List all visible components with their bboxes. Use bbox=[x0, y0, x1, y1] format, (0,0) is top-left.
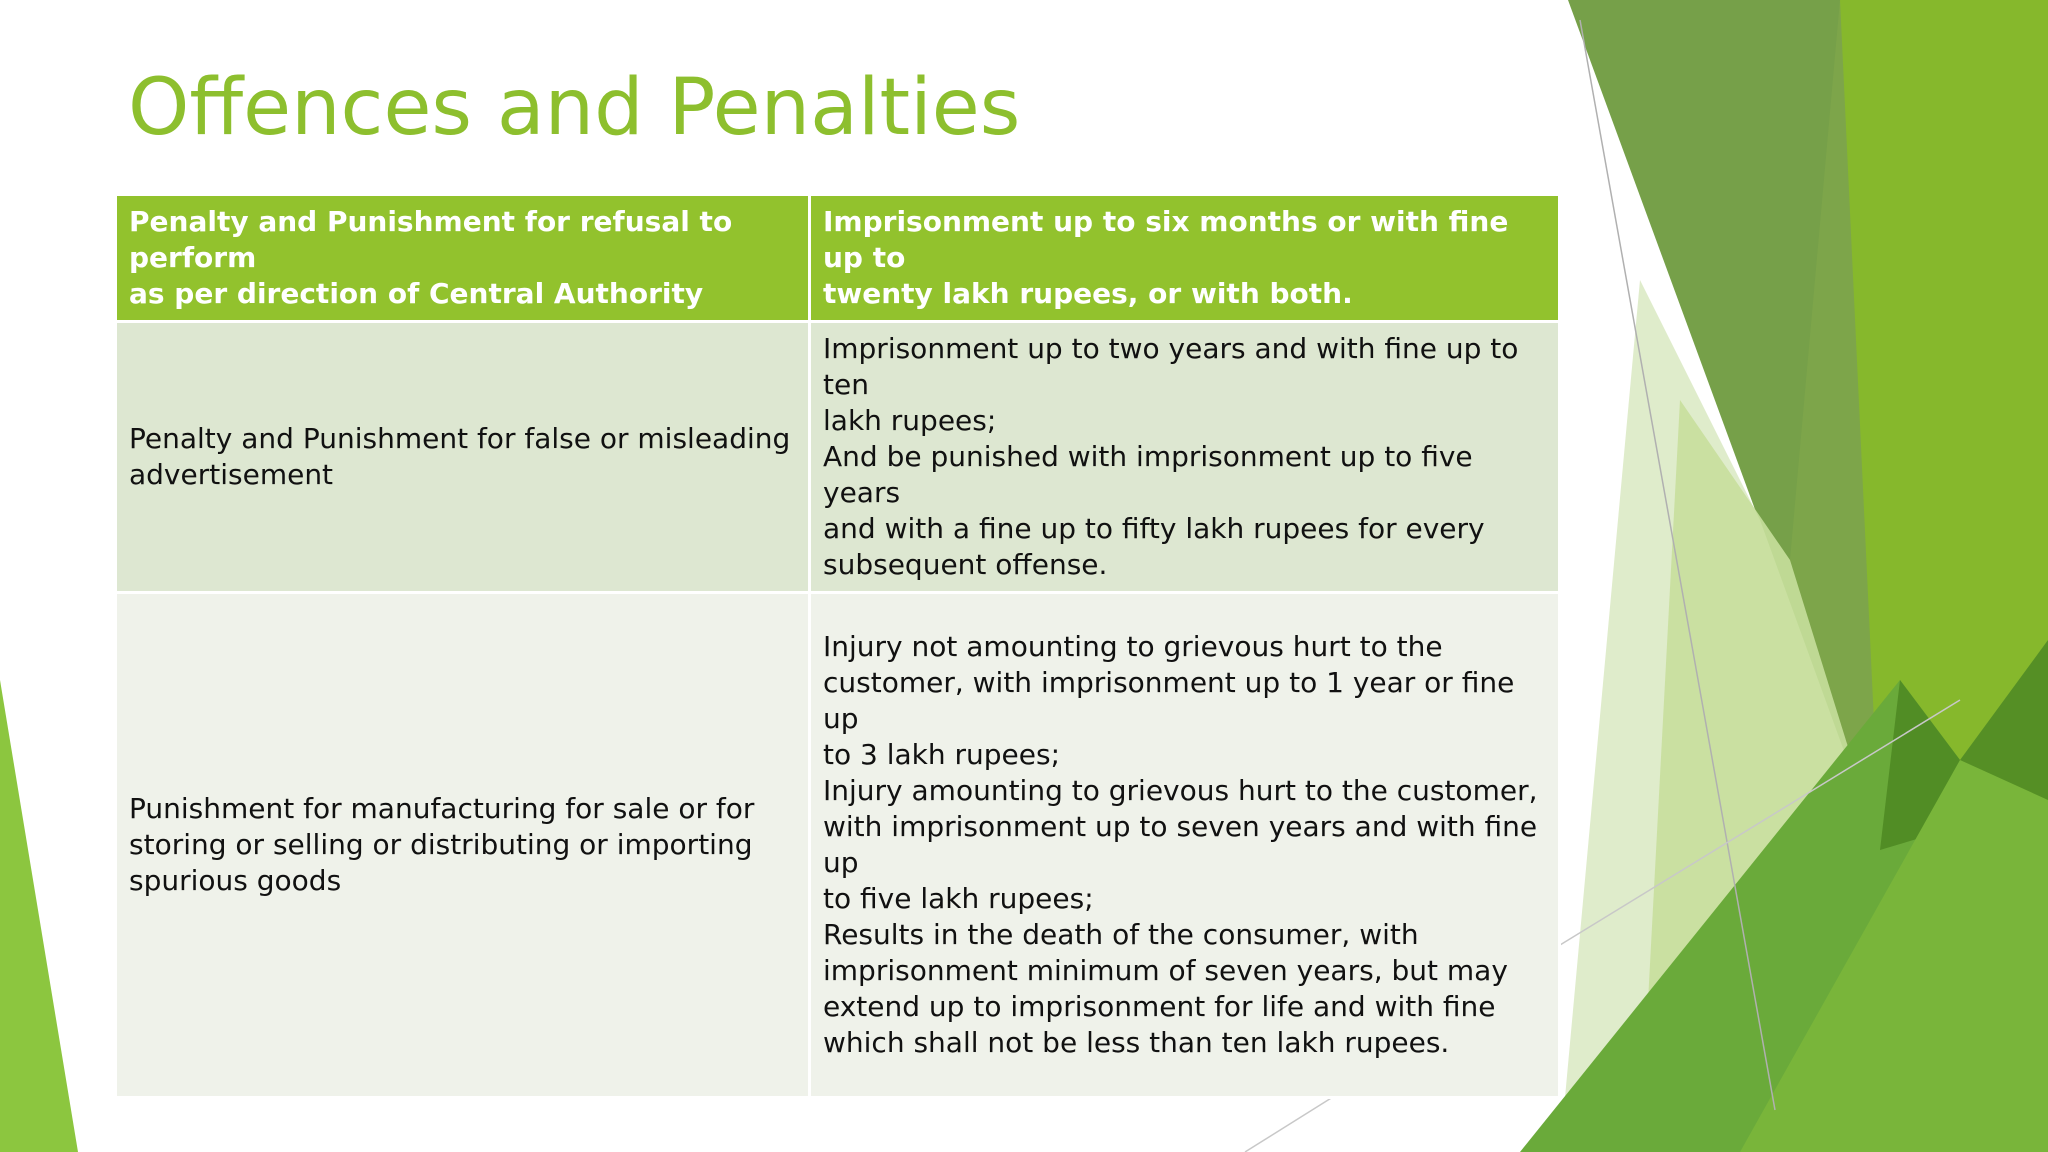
penalty-cell bbox=[810, 322, 1560, 593]
cell-line: to five lakh rupees; bbox=[823, 882, 1094, 915]
table-header-row bbox=[116, 195, 1560, 322]
cell-line: advertisement bbox=[129, 458, 334, 491]
slide-title: Offences and Penalties bbox=[128, 63, 1021, 153]
header-penalty-cell bbox=[810, 195, 1560, 322]
cell-line: spurious goods bbox=[129, 864, 342, 897]
left-green-sliver bbox=[0, 680, 78, 1152]
penalty-cell bbox=[810, 593, 1560, 1098]
cell-line: customer, with imprisonment up to 1 year or fine up bbox=[823, 666, 1515, 735]
penalties-table bbox=[114, 193, 1561, 1099]
header-offence-cell bbox=[116, 195, 810, 322]
cell-line: with imprisonment up to seven years and with fine up bbox=[823, 810, 1538, 879]
cell-line: subsequent offense. bbox=[823, 548, 1108, 581]
cell-line: imprisonment minimum of seven years, but may bbox=[823, 954, 1508, 987]
cell-line: twenty lakh rupees, or with both. bbox=[823, 277, 1353, 310]
cell-line: and with a fine up to fifty lakh rupees for every bbox=[823, 512, 1485, 545]
table-row bbox=[116, 593, 1560, 1098]
cell-line: storing or selling or distributing or importing bbox=[129, 828, 753, 861]
cell-line: Punishment for manufacturing for sale or for bbox=[129, 792, 755, 825]
cell-line: Penalty and Punishment for refusal to perform bbox=[129, 205, 733, 274]
cell-line: Imprisonment up to six months or with fine up to bbox=[823, 205, 1509, 274]
offence-cell bbox=[116, 322, 810, 593]
cell-line: And be punished with imprisonment up to five years bbox=[823, 440, 1473, 509]
cell-line: lakh rupees; bbox=[823, 404, 997, 437]
cell-line: Penalty and Punishment for false or misleading bbox=[129, 422, 791, 455]
cell-line: Results in the death of the consumer, with bbox=[823, 918, 1419, 951]
table-row bbox=[116, 322, 1560, 593]
offence-cell bbox=[116, 593, 810, 1098]
cell-line: Imprisonment up to two years and with fine up to ten bbox=[823, 332, 1519, 401]
cell-line: extend up to imprisonment for life and with fine bbox=[823, 990, 1496, 1023]
cell-line: which shall not be less than ten lakh rupees. bbox=[823, 1026, 1450, 1059]
cell-line: Injury amounting to grievous hurt to the customer, bbox=[823, 774, 1538, 807]
cell-line: as per direction of Central Authority bbox=[129, 277, 704, 310]
cell-line: to 3 lakh rupees; bbox=[823, 738, 1061, 771]
cell-line: Injury not amounting to grievous hurt to the bbox=[823, 630, 1443, 663]
